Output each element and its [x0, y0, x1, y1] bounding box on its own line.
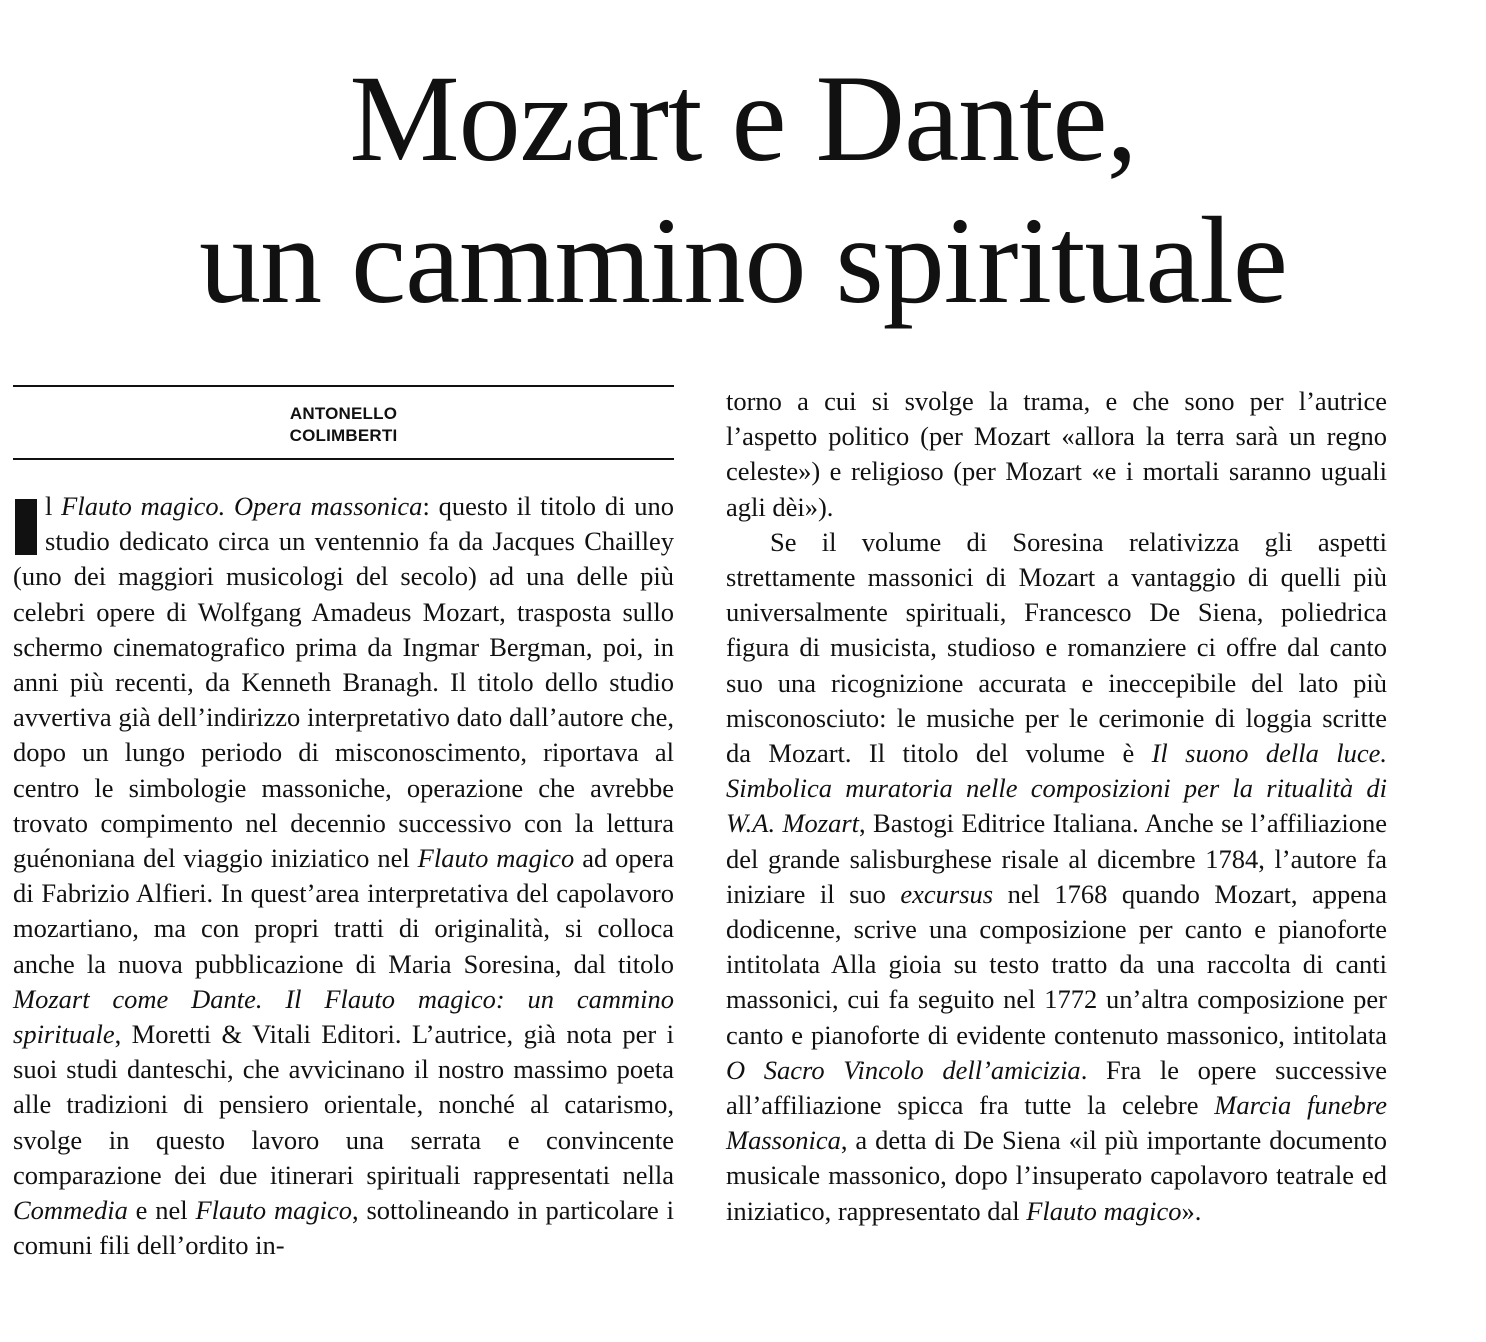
headline-line-2: un cammino spirituale	[199, 192, 1287, 329]
article-column-right	[726, 384, 1387, 1229]
text-run: l	[45, 491, 62, 521]
text-run: , Moretti & Vitali Editori. L’autrice, già nota per i suoi studi danteschi, che avvicinano il nostro massimo poeta alle tradizioni di pensiero orientale, nonché al catarismo, svolge in questo lavoro una serrata e convincente comparazione dei due itinerari spirituali rappresentati nella	[13, 1019, 674, 1190]
text-run: , sottolineando in particolare i comuni fili dell’ordito in-	[13, 1195, 674, 1261]
text-run: ad opera di Fabrizio Alfieri. In quest’area interpretativa del capolavoro mozartiano, ma con propri tratti di originalità, si colloca anche la nuova pubblicazione di Maria Soresina, dal titolo	[13, 843, 674, 979]
author-first-name: ANTONELLO	[289, 404, 398, 423]
text-run: Se il volume di Soresina relativizza gli aspetti strettamente massonici di Mozart a vantaggio di quelli più universalmente spirituali, Francesco De Siena, poliedrica figura di musicista, studioso e romanziere ci offre dal canto suo una ricognizione accurata e ineccepibile del lato più misconosciuto: le musiche per le cerimonie di loggia scritte da Mozart. Il titolo del volume è	[726, 526, 1387, 769]
italic-title: Commedia	[13, 1195, 128, 1226]
paragraph-continued: torno a cui si svolge la trama, e che sono per l’autrice l’aspetto politico (per Mozart «allora la terra sarà un regno celeste») e religioso (per Mozart «e i mortali saranno uguali agli dèi»).	[726, 386, 1387, 522]
italic-word: excursus	[900, 878, 994, 909]
drop-cap	[15, 499, 37, 555]
headline	[0, 48, 1486, 332]
article-column-left	[13, 489, 674, 1263]
italic-title: Flauto magico	[1026, 1195, 1182, 1226]
italic-title: Marcia funebre Massonica	[726, 1090, 1388, 1156]
italic-title: Flauto magico	[195, 1195, 352, 1226]
text-run: e nel	[127, 1195, 196, 1226]
italic-title: Flauto magico	[417, 843, 575, 874]
text-run: nel 1768 quando Mozart, appena dodicenne, scrive una composizione per canto e pianoforte intitolata Alla gioia su testo tratto da una raccolta di canti massonici, cui fa seguito nel 1772 un’altra composizione per canto e pianoforte di evidente contenuto massonico, intitolata	[726, 878, 1387, 1050]
text-run: , Bastogi Editrice Italiana. Anche se l’affiliazione del grande salisburghese risale al dicembre 1784, l’autore fa iniziare il suo	[726, 808, 1387, 909]
byline	[13, 385, 674, 460]
paragraph-1	[13, 489, 674, 1263]
italic-title: Mozart come Dante. Il Flauto magico: un cammino spirituale	[13, 983, 674, 1050]
author-last-name: COLIMBERTI	[289, 426, 398, 445]
text-run: : questo il titolo di uno studio dedicato circa un ventennio fa da Jacques Chailley (uno dei maggiori musicologi del secolo) ad una delle più celebri opere di Wolfgang Amadeus Mozart, trasposta sullo schermo cinematografico prima da Ingmar Bergman, poi, in anni più recenti, da Kenneth Branagh. Il titolo dello studio avvertiva già dell’indirizzo interpretativo dato dall’autore che, dopo un lungo periodo di misconoscimento, riportava al centro le simbologie massoniche, operazione che avrebbe trovato compimento nel decennio successivo con la lettura guénoniana del viaggio iniziatico nel	[13, 491, 674, 874]
text-run: . Fra le opere successive all’affiliazione spicca fra tutte la celebre	[726, 1054, 1387, 1121]
italic-title: O Sacro Vincolo dell’amicizia	[726, 1054, 1081, 1085]
paragraph-2	[726, 525, 1387, 1229]
italic-title: Flauto magico. Opera massonica	[61, 491, 423, 521]
text-run: ».	[1181, 1195, 1202, 1226]
headline-line-1: Mozart e Dante,	[349, 50, 1137, 187]
text-run: , a detta di De Siena «il più importante documento musicale massonico, dopo l’insuperato capolavoro teatrale ed iniziatico, rappresentato dal	[726, 1125, 1387, 1226]
italic-title: Il suono della luce. Simbolica muratoria nelle composizioni per la ritualità di W.A. Mozart	[726, 738, 1388, 839]
